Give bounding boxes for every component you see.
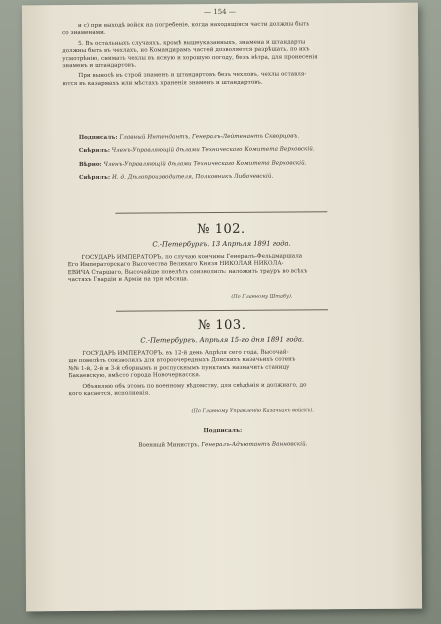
signature-label: Подписалъ:	[78, 134, 118, 141]
order-103-date: С.-Петербургъ. Апрѣля 15-го дня 1891 года.	[140, 335, 305, 345]
text-line: Бакаевскую, вмѣсто города Новочеркасска.	[68, 372, 201, 380]
order-103-source: (По Главному Управленію Казачьихъ войскъ).	[191, 407, 314, 415]
text-line: и с) при выходѣ войск на погребеніе, когда находящіяся части должны быть	[78, 21, 310, 29]
text-line: кого касается, исполненія.	[68, 390, 151, 398]
closing-name: Генералъ-Адъютантъ Ванновскій.	[201, 441, 308, 449]
text-line: ше повелѣть соизволилъ для второочередныхъ Донскихъ казачьихъ сотенъ	[68, 356, 296, 365]
top-text-block	[62, 21, 382, 88]
order-102-source: (По Главному Штабу).	[231, 293, 293, 300]
text-line: знаменъ и штандартовъ.	[62, 62, 137, 70]
text-line: Его Императорскаго Высочества Великаго Князя НИКОЛАЯ НИКОЛА-	[67, 260, 284, 269]
signature-text: Членъ-Управляющій дѣлами Техническаго Комитета Верховскій.	[111, 146, 315, 155]
text-line: должны быть въ чехлахъ, но Командирамъ частей дозволяется разрѣшать, по ихъ	[62, 46, 310, 55]
text-line: 5. Въ остальныхъ случаяхъ, кромѣ вышеуказанныхъ, знамена и штандарты	[78, 39, 306, 47]
closing-signatory	[25, 441, 421, 451]
text-line: ГОСУДАРЬ ИМПЕРАТОРЪ, въ 12-й день Апрѣля сего года, Высочай-	[82, 349, 289, 357]
document-page	[22, 3, 422, 612]
text-line: ГОСУДАРЬ ИМПЕРАТОРЪ, по случаю кончины Генералъ-Фельдмаршала	[81, 253, 303, 261]
divider	[116, 309, 328, 311]
signature-label: Вѣрно:	[78, 161, 102, 168]
signature-line	[79, 133, 389, 143]
closing-title: Военный Министръ,	[138, 442, 200, 449]
closing-signed-label: Подписалъ:	[203, 427, 243, 435]
order-102-number: № 102.	[197, 221, 246, 238]
signature-text: Главный Интендантъ, Генералъ-Лейтенантъ Скворцовъ.	[119, 133, 300, 141]
text-line: ются въ казармахъ или мѣстахъ храненія знаменъ и штандартовъ.	[62, 79, 263, 87]
text-line: При выносѣ въ строй знаменъ и штандартовъ безъ чехловъ, чехлы оставля-	[78, 71, 307, 80]
text-line: частяхъ Гвардіи и Арміи на три мѣсяца.	[67, 276, 189, 284]
text-line: со знаменами.	[62, 30, 106, 37]
text-line: №№ 1-й, 2-й и 3-й сборнымъ и роспускнымъ пунктамъ назначить станицу	[68, 364, 290, 372]
signature-label: Свѣрялъ:	[78, 148, 110, 155]
signature-text: И. д. Дѣлопроизводителя, Полковникъ Либачевскій.	[111, 173, 274, 181]
text-line: ЕВИЧА Старшаго, Высочайше повелѣть соизволилъ: наложить трауръ во всѣхъ	[67, 268, 308, 276]
order-103-text	[68, 349, 384, 399]
signature-text: Членъ-Управляющій дѣлами Техническаго Комитета Верховскій.	[103, 160, 307, 168]
signature-line	[79, 146, 389, 156]
text-line: Объявляю объ этомъ по военному вѣдомству, для свѣдѣнія и должнаго, до	[82, 382, 307, 390]
signature-block	[79, 133, 389, 183]
signature-line	[79, 160, 389, 170]
page-number: — 154 —	[204, 7, 236, 17]
order-103-number: № 103.	[197, 317, 247, 334]
signature-label: Свѣрялъ:	[79, 174, 111, 182]
signature-line	[79, 173, 389, 183]
text-line: усмотрѣнію, снимать чехлы въ ясную и хорошую погоду, безъ вѣтра, для пронесенія	[62, 53, 318, 62]
order-102-text	[68, 253, 384, 285]
divider	[115, 211, 327, 213]
order-102-date: С.-Петербургъ. 13 Апрѣля 1891 года.	[152, 239, 291, 249]
